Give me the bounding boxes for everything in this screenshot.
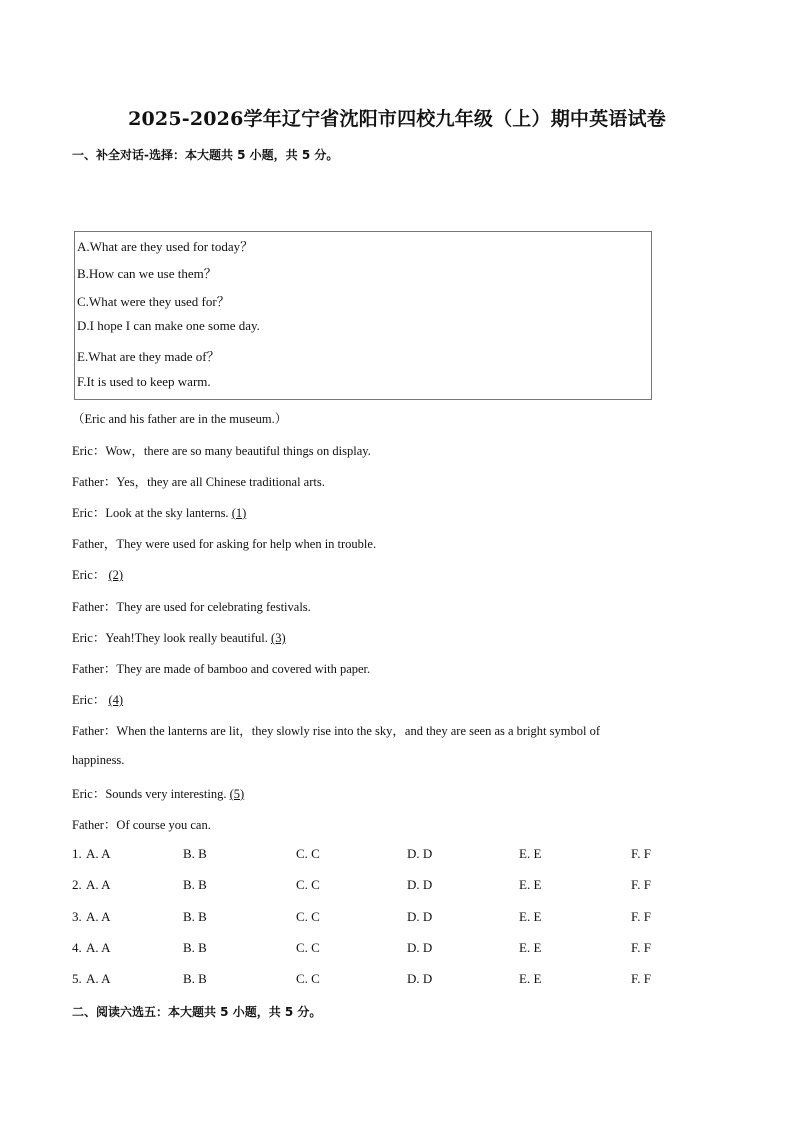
blank-4: (4)	[108, 693, 124, 707]
dialogue-line: Father：Of course you can.	[72, 818, 211, 832]
blank-2: (2)	[108, 568, 124, 582]
dialogue-text: Eric：Yeah!They look really beautiful.	[72, 631, 272, 645]
choice-b[interactable]: B. B	[183, 877, 207, 892]
question-number: 4.	[72, 940, 82, 955]
blank-5: (5)	[229, 787, 245, 801]
choice-f[interactable]: F. F	[631, 971, 651, 986]
option-b: B.How can we use them？	[77, 266, 217, 281]
choice-e[interactable]: E. E	[519, 877, 542, 892]
choice-b[interactable]: B. B	[183, 940, 207, 955]
dialogue-line: Father：Yes，they are all Chinese traditional arts.	[72, 475, 325, 489]
choice-d[interactable]: D. D	[407, 971, 433, 986]
dialogue-line: Father：When the lanterns are lit，they slowly rise into the sky，and they are seen as a bright symbol of	[72, 724, 600, 738]
dialogue-scene: （Eric and his father are in the museum.）	[72, 412, 288, 426]
choice-f[interactable]: F. F	[631, 846, 651, 861]
choice-c[interactable]: C. C	[296, 877, 320, 892]
choice-d[interactable]: D. D	[407, 909, 433, 924]
choice-d[interactable]: D. D	[407, 846, 433, 861]
choice-a[interactable]: A. A	[86, 940, 111, 955]
dialogue-line: Eric：Wow，there are so many beautiful things on display.	[72, 444, 371, 458]
blank-3: (3)	[271, 631, 286, 645]
option-f: F.It is used to keep warm.	[77, 374, 211, 389]
dialogue-text: Eric：Sounds very interesting.	[72, 787, 230, 801]
choice-a[interactable]: A. A	[86, 846, 111, 861]
choice-b[interactable]: B. B	[183, 846, 207, 861]
choice-d[interactable]: D. D	[407, 940, 433, 955]
question-number: 3.	[72, 909, 82, 924]
choice-c[interactable]: C. C	[296, 971, 320, 986]
choice-c[interactable]: C. C	[296, 940, 320, 955]
choice-b[interactable]: B. B	[183, 909, 207, 924]
question-number: 1.	[72, 846, 82, 861]
choice-a[interactable]: A. A	[86, 909, 111, 924]
choice-b[interactable]: B. B	[183, 971, 207, 986]
dialogue-line: Father：They are used for celebrating festivals.	[72, 600, 311, 614]
option-a: A.What are they used for today？	[77, 239, 254, 254]
option-e: E.What are they made of？	[77, 349, 220, 364]
dialogue-line	[72, 784, 244, 802]
choice-c[interactable]: C. C	[296, 909, 320, 924]
option-c: C.What were they used for？	[77, 294, 230, 309]
dialogue-text: Eric：	[72, 568, 109, 582]
choice-f[interactable]: F. F	[631, 909, 651, 924]
blank-1: (1)	[231, 506, 247, 520]
question-row	[72, 877, 692, 893]
dialogue-line	[72, 690, 123, 708]
options-box	[74, 231, 652, 400]
dialogue-line: Father，They were used for asking for help when in trouble.	[72, 537, 377, 551]
dialogue-line	[72, 503, 246, 521]
question-row	[72, 971, 692, 987]
choice-d[interactable]: D. D	[407, 877, 433, 892]
choice-e[interactable]: E. E	[519, 909, 542, 924]
choice-c[interactable]: C. C	[296, 846, 320, 861]
choice-e[interactable]: E. E	[519, 846, 542, 861]
choice-a[interactable]: A. A	[86, 877, 111, 892]
page-title: 2025-2026学年辽宁省沈阳市四校九年级（上）期中英语试卷	[128, 108, 666, 130]
choice-e[interactable]: E. E	[519, 940, 542, 955]
choice-f[interactable]: F. F	[631, 940, 651, 955]
dialogue-line: Father：They are made of bamboo and covered with paper.	[72, 662, 371, 676]
choice-f[interactable]: F. F	[631, 877, 651, 892]
dialogue-line	[72, 565, 123, 583]
dialogue-line-continued: happiness.	[72, 753, 125, 767]
question-row	[72, 909, 692, 925]
question-number: 2.	[72, 877, 82, 892]
question-number: 5.	[72, 971, 82, 986]
question-row	[72, 846, 692, 862]
dialogue-text: Eric：	[72, 693, 109, 707]
dialogue-line	[72, 628, 286, 646]
choice-e[interactable]: E. E	[519, 971, 542, 986]
section-2-heading: 二、阅读六选五：本大题共 5 小题，共 5 分。	[72, 1005, 322, 1019]
option-d: D.I hope I can make one some day.	[77, 318, 260, 333]
dialogue-text: Eric：Look at the sky lanterns.	[72, 506, 232, 520]
section-1-heading: 一、补全对话-选择：本大题共 5 小题，共 5 分。	[72, 148, 339, 162]
question-row	[72, 940, 692, 956]
choice-a[interactable]: A. A	[86, 971, 111, 986]
